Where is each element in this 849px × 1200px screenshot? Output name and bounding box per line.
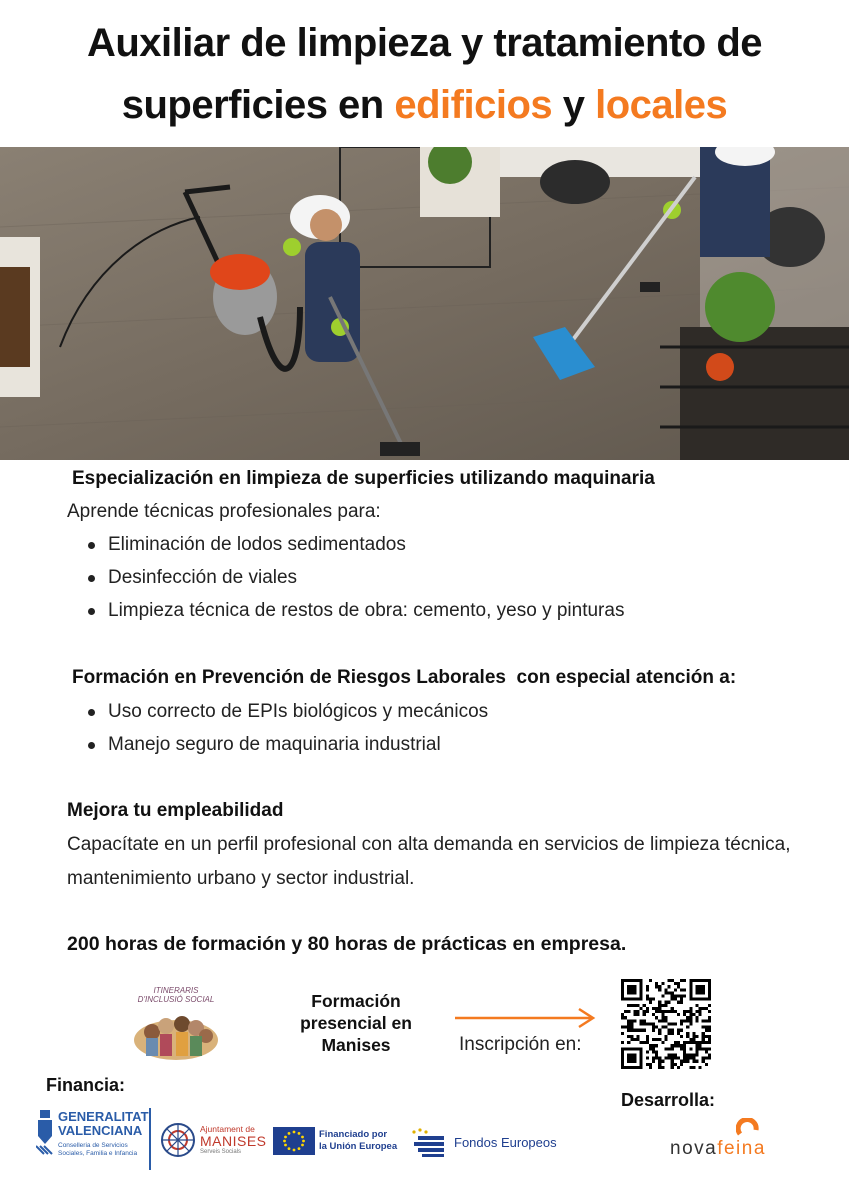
title-line-1: Auxiliar de limpieza y tratamiento de	[86, 21, 763, 65]
arrow-right-icon	[455, 1006, 600, 1030]
hours-text: 200 horas de formación y 80 horas de prácticas en empresa.	[67, 933, 627, 955]
section3-line2: mantenimiento urbano y sector industrial.	[67, 868, 415, 889]
section1-intro: Aprende técnicas profesionales para:	[67, 501, 381, 522]
gv-sub1: Conselleria de Servicios	[58, 1142, 128, 1149]
title-highlight-edificios: edificios	[394, 83, 553, 127]
manises-logo	[160, 1122, 265, 1158]
eu-flag-icon	[273, 1127, 315, 1155]
fondos-text: Fondos Europeos	[454, 1135, 557, 1150]
title-line-2	[0, 74, 849, 136]
manises-line1: Ajuntament de	[200, 1124, 255, 1134]
list-item: Limpieza técnica de restos de obra: cemento, yeso y pinturas	[86, 594, 624, 627]
gv-sub2: Sociales, Familia e Infancia	[58, 1150, 138, 1157]
formacion-presencial	[290, 990, 422, 1056]
title-highlight-locales: locales	[595, 83, 728, 127]
eu-line1: Financiado por	[319, 1129, 388, 1140]
hero-photo	[0, 147, 849, 460]
title-part: y	[552, 83, 596, 127]
title-part: superficies en	[121, 83, 395, 127]
itinerari-logo	[130, 982, 222, 1062]
section3-heading: Mejora tu empleabilidad	[67, 800, 284, 821]
section1-heading: Especialización en limpieza de superficies utilizando maquinaria	[72, 468, 655, 489]
novafeina-logo	[670, 1118, 780, 1164]
generalitat-logo	[36, 1108, 154, 1170]
section3-line1: Capacítate en un perfil profesional con alta demanda en servicios de limpieza técnica,	[67, 834, 791, 855]
feina-text: feina	[717, 1138, 766, 1159]
qr-code-icon[interactable]	[621, 979, 711, 1069]
gv-line1: GENERALITAT	[58, 1109, 149, 1124]
page-title	[0, 12, 849, 136]
section2-heading: Formación en Prevención de Riesgos Laborales con especial atención a:	[72, 667, 737, 688]
section2-list	[86, 695, 488, 761]
fondos-europeos-logo	[408, 1127, 568, 1159]
list-item: Manejo seguro de maquinaria industrial	[86, 728, 488, 761]
manises-sub: Serveis Socials	[200, 1149, 242, 1155]
gv-line2: VALENCIANA	[58, 1123, 143, 1138]
inscripcion-label: Inscripción en:	[459, 1034, 582, 1055]
financia-label: Financia:	[46, 1075, 126, 1095]
nova-text: nova	[670, 1138, 718, 1159]
formacion-line: Formación	[311, 991, 401, 1011]
divider	[149, 1108, 151, 1170]
eu-line2: la Unión Europea	[319, 1141, 398, 1152]
section1-list	[86, 528, 624, 627]
list-item: Uso correcto de EPIs biológicos y mecánicos	[86, 695, 488, 728]
desarrolla-label: Desarrolla:	[621, 1090, 716, 1110]
eu-logo	[273, 1127, 403, 1157]
formacion-line: Manises	[321, 1035, 391, 1055]
formacion-line: presencial en	[300, 1013, 412, 1033]
list-item: Desinfección de viales	[86, 561, 624, 594]
itinerari-logo-text: ITINERARIS D'INCLUSIÓ SOCIAL	[137, 986, 215, 1004]
manises-line2: MANISES	[200, 1133, 267, 1149]
list-item: Eliminación de lodos sedimentados	[86, 528, 624, 561]
